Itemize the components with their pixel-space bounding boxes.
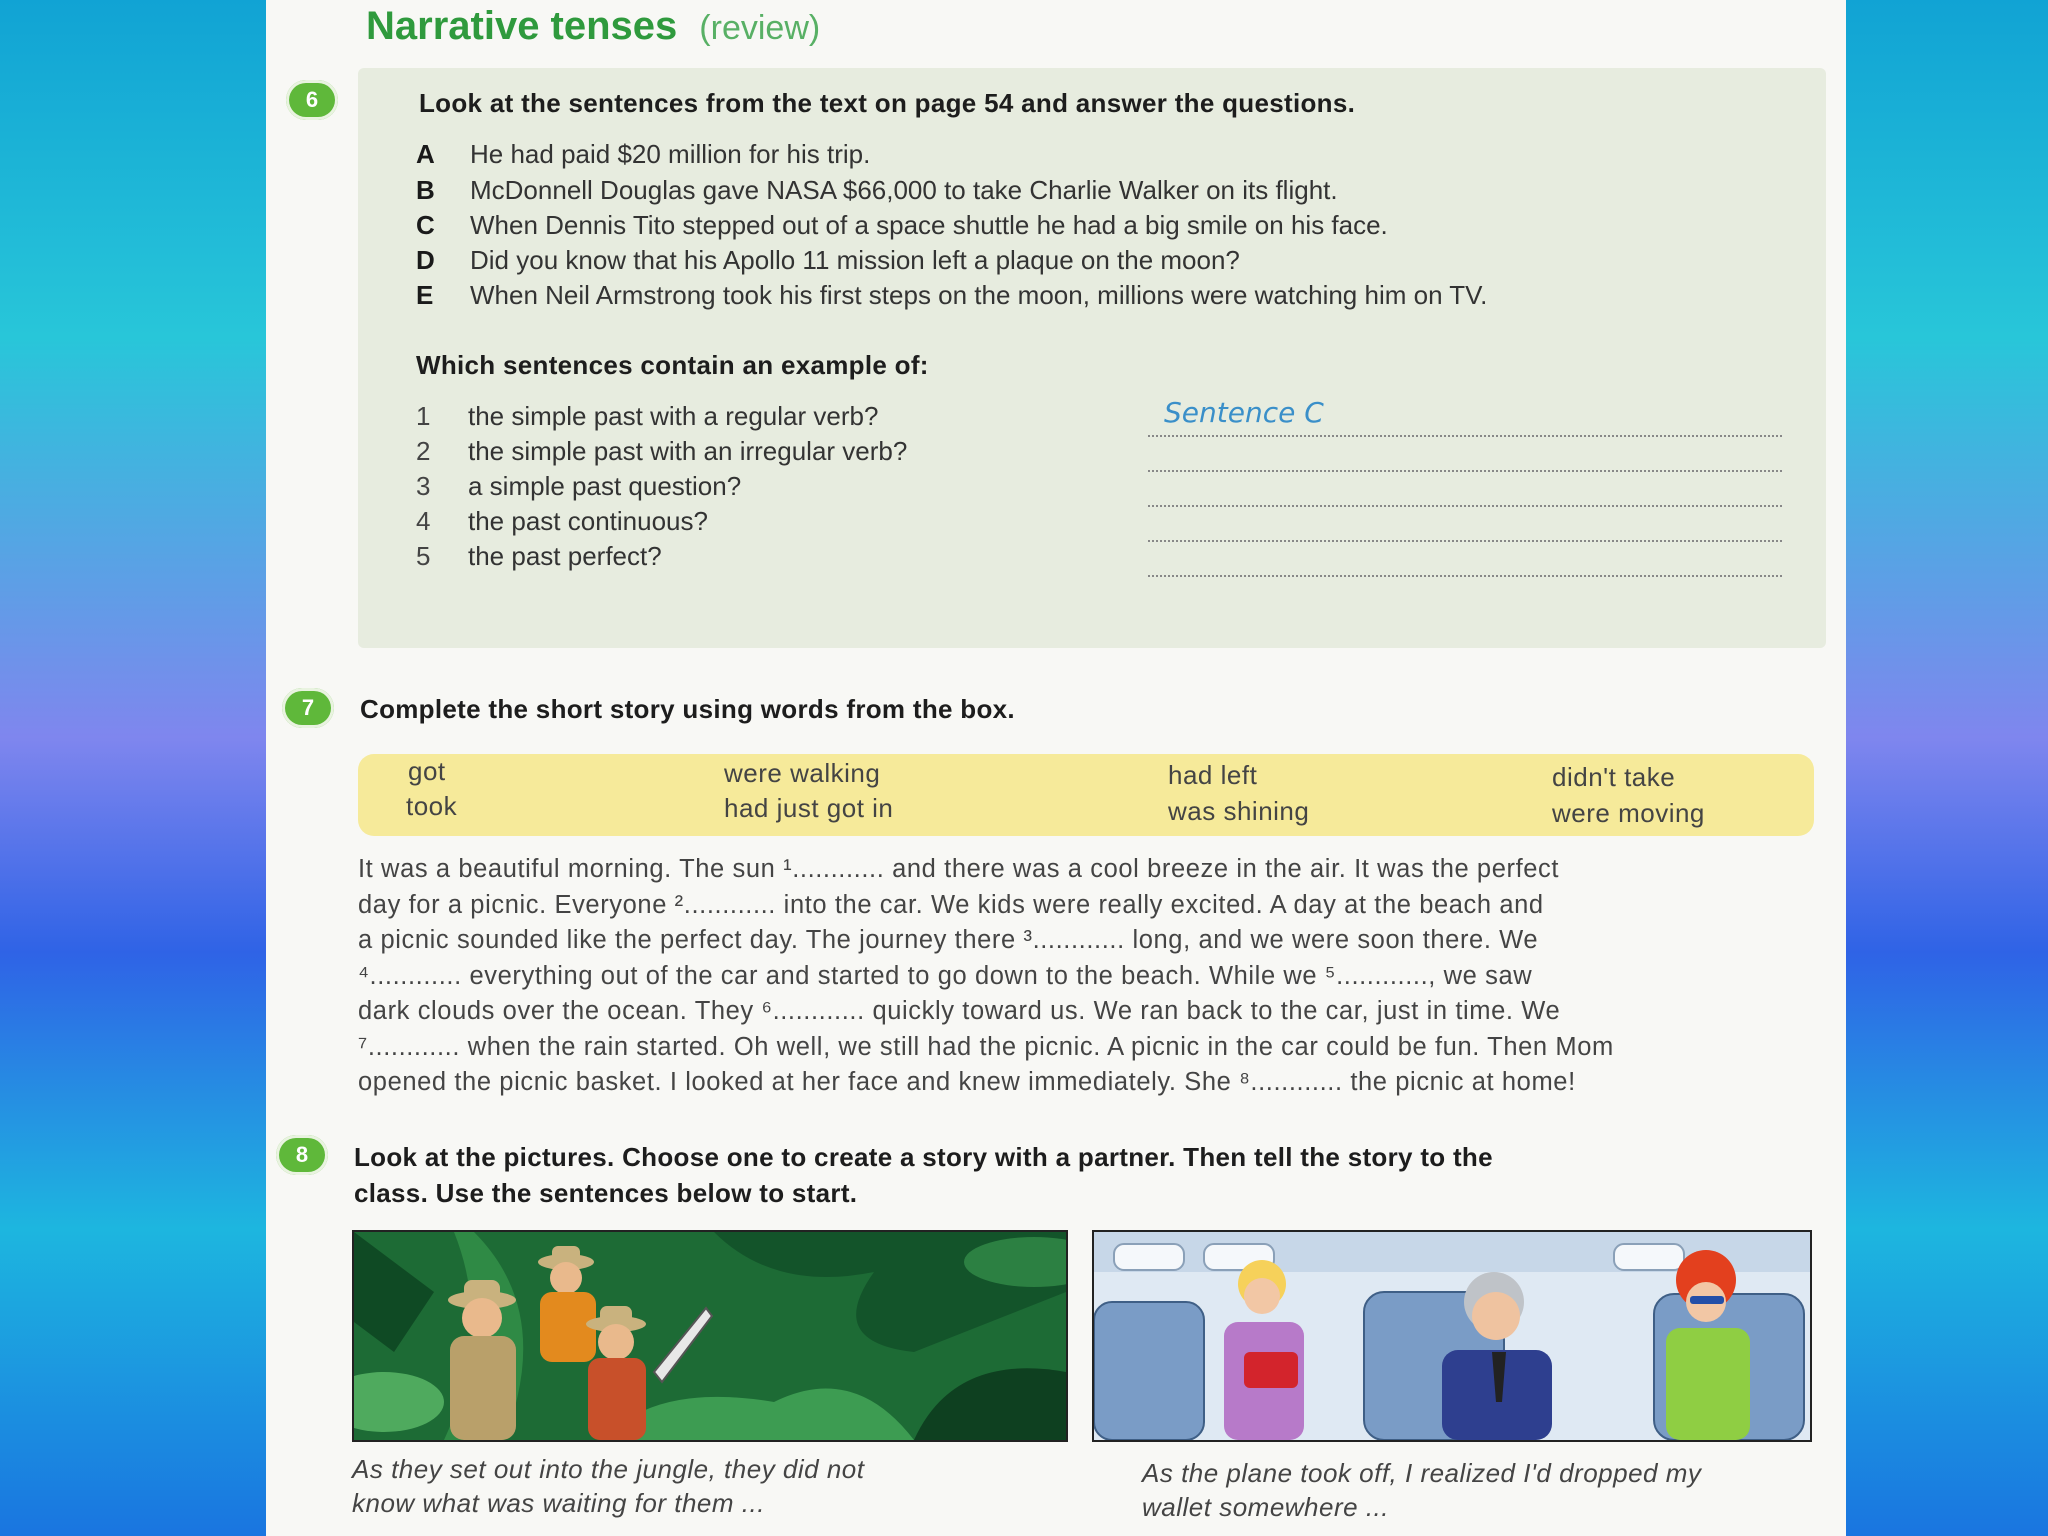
airplane-passengers-picture <box>1094 1232 1810 1440</box>
story-line: ⁴............ everything out of the car and started to go down to the beach. While we ⁵............, we saw <box>358 961 1533 990</box>
sentence-d <box>416 245 1240 276</box>
word-box-item: was shining <box>1168 796 1310 826</box>
page-title <box>366 4 820 49</box>
exercise-7-number-badge: 7 <box>282 688 334 728</box>
sentence-text: McDonnell Douglas gave NASA $66,000 to take Charlie Walker on its flight. <box>470 175 1338 205</box>
question-text: the past perfect? <box>468 541 662 571</box>
caption-line: know what was waiting for them ... <box>352 1488 765 1518</box>
question-text: the simple past with an irregular verb? <box>468 436 908 466</box>
question-number: 1 <box>416 401 431 431</box>
airplane-illustration <box>1092 1230 1812 1442</box>
answer-line[interactable] <box>1148 440 1782 472</box>
story-line: It was a beautiful morning. The sun ¹............ and there was a cool breeze in the air. It was the perfect <box>358 855 1560 883</box>
sentence-letter: A <box>416 139 435 169</box>
caption-line: wallet somewhere ... <box>1142 1492 1389 1522</box>
textbook-page <box>266 0 1846 1536</box>
exercise-7-instruction: Complete the short story using words from the box. <box>360 694 1015 724</box>
title-main: Narrative tenses <box>366 4 678 48</box>
exercise-6-instruction: Look at the sentences from the text on page 54 and answer the questions. <box>419 88 1356 118</box>
answer-line[interactable] <box>1148 545 1782 577</box>
caption-jungle <box>352 1452 865 1520</box>
question-text: the simple past with a regular verb? <box>468 401 879 431</box>
word-box-item: were walking <box>724 758 881 788</box>
word-box-item: were moving <box>1552 798 1705 828</box>
sentence-text: When Neil Armstrong took his first steps on the moon, millions were watching him on TV. <box>470 280 1488 310</box>
story-line: opened the picnic basket. I looked at her face and knew immediately. She ⁸............ the picnic at home! <box>358 1068 1576 1096</box>
question-number: 2 <box>416 436 431 466</box>
question-number: 3 <box>416 471 431 501</box>
word-box-item: didn't take <box>1552 762 1676 792</box>
sentence-text: Did you know that his Apollo 11 mission left a plaque on the moon? <box>470 245 1240 275</box>
sentence-text: He had paid $20 million for his trip. <box>470 139 871 169</box>
caption-airplane <box>1142 1456 1701 1524</box>
handwritten-answer: Sentence C <box>1164 396 1324 429</box>
sentence-a <box>416 139 870 170</box>
exercise-6-number-badge: 6 <box>286 80 338 120</box>
question-number: 4 <box>416 506 431 536</box>
answer-line[interactable] <box>1148 475 1782 507</box>
jungle-explorers-picture <box>354 1232 1066 1440</box>
story-line: dark clouds over the ocean. They ⁶............ quickly toward us. We ran back to the car, just in time. We <box>358 997 1561 1025</box>
exercise-8-instruction-line-1: Look at the pictures. Choose one to create a story with a partner. Then tell the story to the <box>354 1142 1493 1172</box>
story-line: day for a picnic. Everyone ²............ into the car. We kids were really excited. A day at the beach and <box>358 890 1544 919</box>
sentence-b <box>416 175 1338 206</box>
question-text: a simple past question? <box>468 471 742 501</box>
jungle-illustration <box>352 1230 1068 1442</box>
story-line: a picnic sounded like the perfect day. The journey there ³............ long, and we were soon there. We <box>358 926 1539 954</box>
sentence-letter: B <box>416 175 435 205</box>
question-number: 5 <box>416 541 431 571</box>
answer-line[interactable] <box>1148 510 1782 542</box>
sentence-letter: C <box>416 210 435 240</box>
word-box-item: took <box>406 791 458 821</box>
story-text <box>358 852 1818 1101</box>
word-box-item: had left <box>1168 760 1258 790</box>
sentence-e <box>416 280 1487 311</box>
title-subtitle: (review) <box>699 9 821 47</box>
exercise-8-instruction-line-2: class. Use the sentences below to start. <box>354 1178 858 1208</box>
caption-line: As they set out into the jungle, they did not <box>352 1454 865 1484</box>
sentence-letter: E <box>416 280 434 310</box>
caption-line: As the plane took off, I realized I'd dropped my <box>1142 1458 1702 1488</box>
sentence-c <box>416 210 1388 241</box>
word-box-item: had just got in <box>724 793 894 823</box>
exercise-6-subheading: Which sentences contain an example of: <box>416 350 929 380</box>
exercise-8-number-badge: 8 <box>276 1135 328 1175</box>
word-box-item: got <box>408 756 446 786</box>
sentence-letter: D <box>416 245 435 275</box>
question-text: the past continuous? <box>468 506 708 536</box>
sentence-text: When Dennis Tito stepped out of a space shuttle he had a big smile on his face. <box>470 210 1388 240</box>
story-line: ⁷............ when the rain started. Oh well, we still had the picnic. A picnic in the car could be fun. Then Mom <box>358 1032 1614 1061</box>
